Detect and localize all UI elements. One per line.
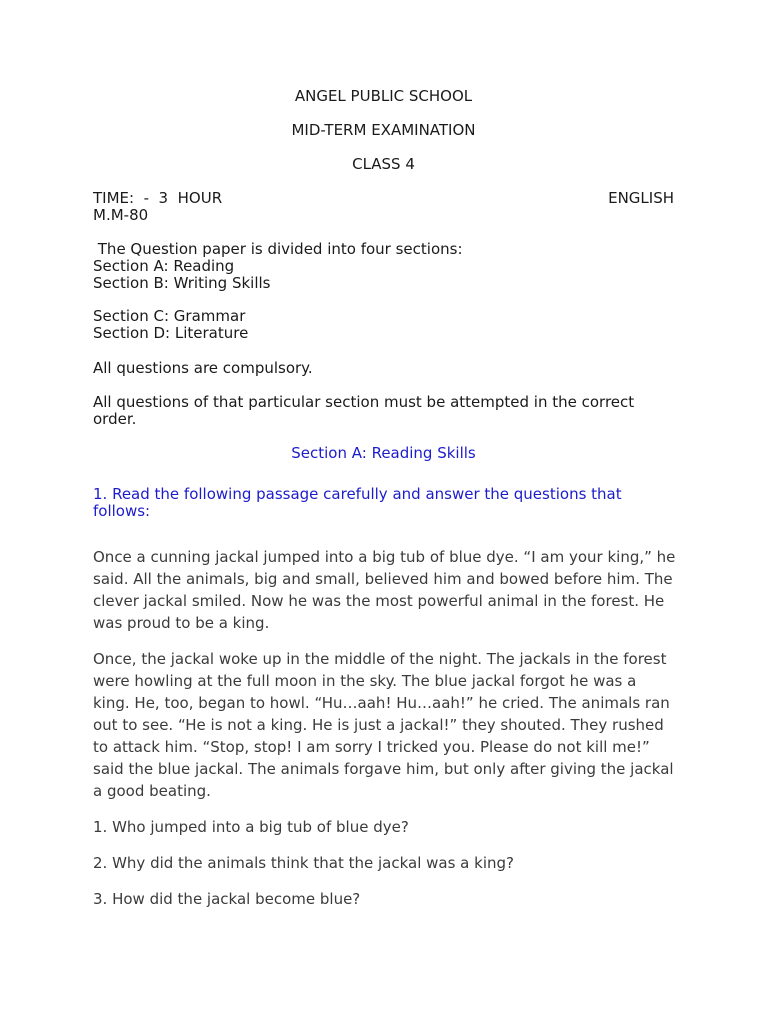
school-name: ANGEL PUBLIC SCHOOL [294,87,473,105]
comprehension-question: 3. How did the jackal become blue? [93,890,361,908]
max-marks: M.M-80 [93,206,149,224]
passage-paragraph: Once a cunning jackal jumped into a big tub of blue dye. “I am your king,” he said. All the animals, big and small, believed him and bowed before him. The clever jackal smiled. Now he was the most powerful animal in the forest. He was proud to be a king. [93,548,676,632]
section-list-item: Section D: Literature [93,324,249,342]
compulsory-note: All questions are compulsory. [93,359,313,377]
time-subject-row [93,190,674,207]
comprehension-question: 2. Why did the animals think that the jackal was a king? [93,854,514,872]
time-label: TIME: - 3 HOUR [93,189,223,207]
section-list-item: Section C: Grammar [93,307,246,325]
comprehension-question: 1. Who jumped into a big tub of blue dye? [93,818,409,836]
section-a-title: Section A: Reading Skills [291,444,476,462]
subject-label: ENGLISH [608,189,674,207]
exam-title: MID-TERM EXAMINATION [291,121,476,139]
reading-question: 1. Read the following passage carefully and answer the questions that follows: [93,485,622,520]
section-list-item: Section B: Writing Skills [93,274,271,292]
order-note: All questions of that particular section must be attempted in the correct order. [93,393,635,428]
class-label: CLASS 4 [352,155,415,173]
passage-paragraph: Once, the jackal woke up in the middle of the night. The jackals in the forest were howling at the full moon in the sky. The blue jackal forgot he was a king. He, too, began to howl. “Hu…aah! Hu…aah!” he cried. The animals ran out to see. “He is not a king. He is just a jackal!” they shouted. They rushed to attack him. “Stop, stop! I am sorry I tricked you. Please do not kill me!” said the blue jackal. The animals forgave him, but only after giving the jackal a good beating. [93,650,674,800]
section-list-item: Section A: Reading [93,257,235,275]
instructions-intro: The Question paper is divided into four sections: [93,240,463,258]
